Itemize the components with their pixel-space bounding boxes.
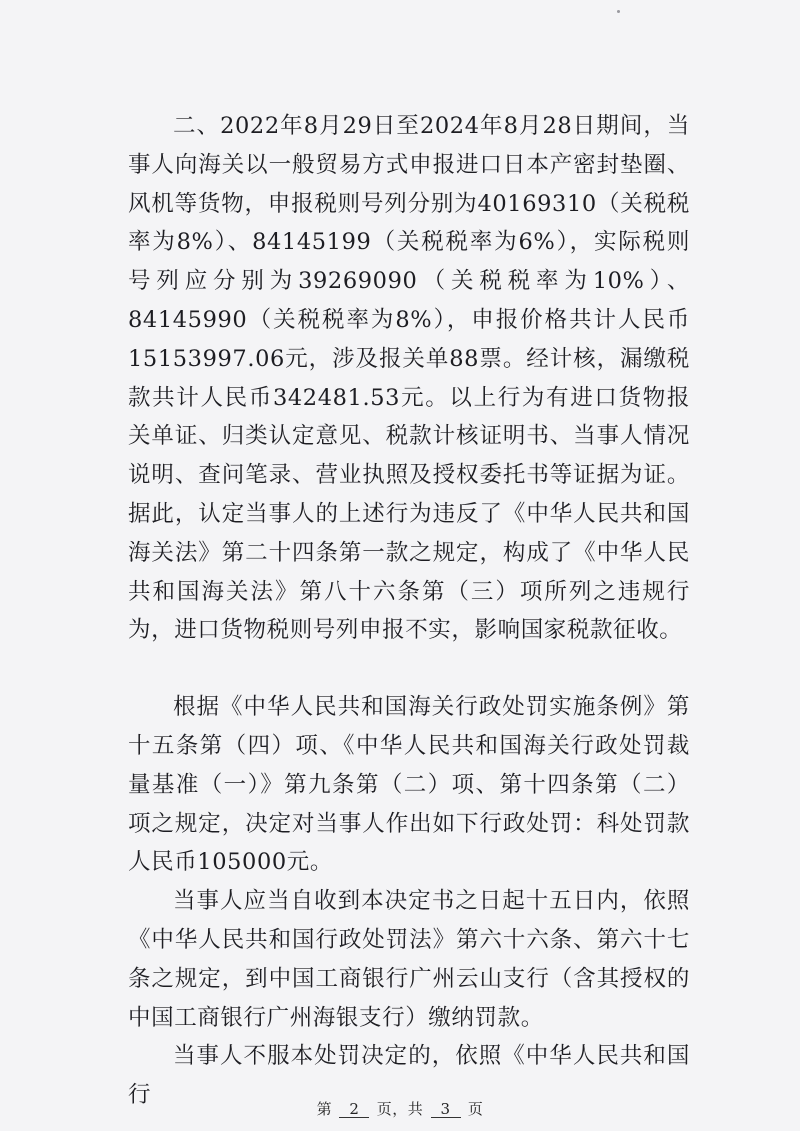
paragraph-gap — [128, 650, 690, 688]
scan-speck — [617, 10, 620, 13]
footer-suffix: 页 — [467, 1100, 484, 1118]
footer-prefix: 第 — [316, 1100, 333, 1118]
paragraph-penalty-decision: 根据《中华人民共和国海关行政处罚实施条例》第十五条第（四）项、《中华人民共和国海关行政处罚裁量基准（一）》第九条第（二）项、第十四条第（二）项之规定，决定对当事人作出如下行政处罚：科处罚款人民币105000元。 — [128, 694, 690, 876]
paragraph-appeal-rights: 当事人不服本处罚决定的，依照《中华人民共和国行 — [128, 1043, 690, 1109]
footer-middle: 页，共 — [376, 1100, 424, 1118]
paragraph-payment-instructions: 当事人应当自收到本决定书之日起十五日内，依照《中华人民共和国行政处罚法》第六十六条、第六十七条之规定，到中国工商银行广州云山支行（含其授权的中国工商银行广州海银支行）缴纳罚款。 — [128, 888, 690, 1031]
document-body — [128, 107, 690, 1115]
paragraph-violation-facts: 二、2022年8月29日至2024年8月28日期间，当事人向海关以一般贸易方式申报进口日本产密封垫圈、风机等货物，申报税则号列分别为40169310（关税税率为8%）、84145199（关税税率为6%），实际税则号列应分别为39269090（关税税率为10%）、84145990（关税税率为8%），申报价格共计人民币15153997.06元，涉及报关单88票。经计核，漏缴税款共计人民币342481.53元。以上行为有进口货物报关单证、归类认定意见、税款计核证明书、当事人情况说明、查问笔录、营业执照及授权委托书等证据为证。据此，认定当事人的上述行为违反了《中华人民共和国海关法》第二十四条第一款之规定，构成了《中华人民共和国海关法》第八十六条第（三）项所列之违规行为，进口货物税则号列申报不实，影响国家税款征收。 — [128, 113, 690, 644]
current-page-number: 2 — [339, 1101, 369, 1118]
page-footer — [0, 1098, 800, 1119]
total-pages-number: 3 — [431, 1101, 461, 1118]
